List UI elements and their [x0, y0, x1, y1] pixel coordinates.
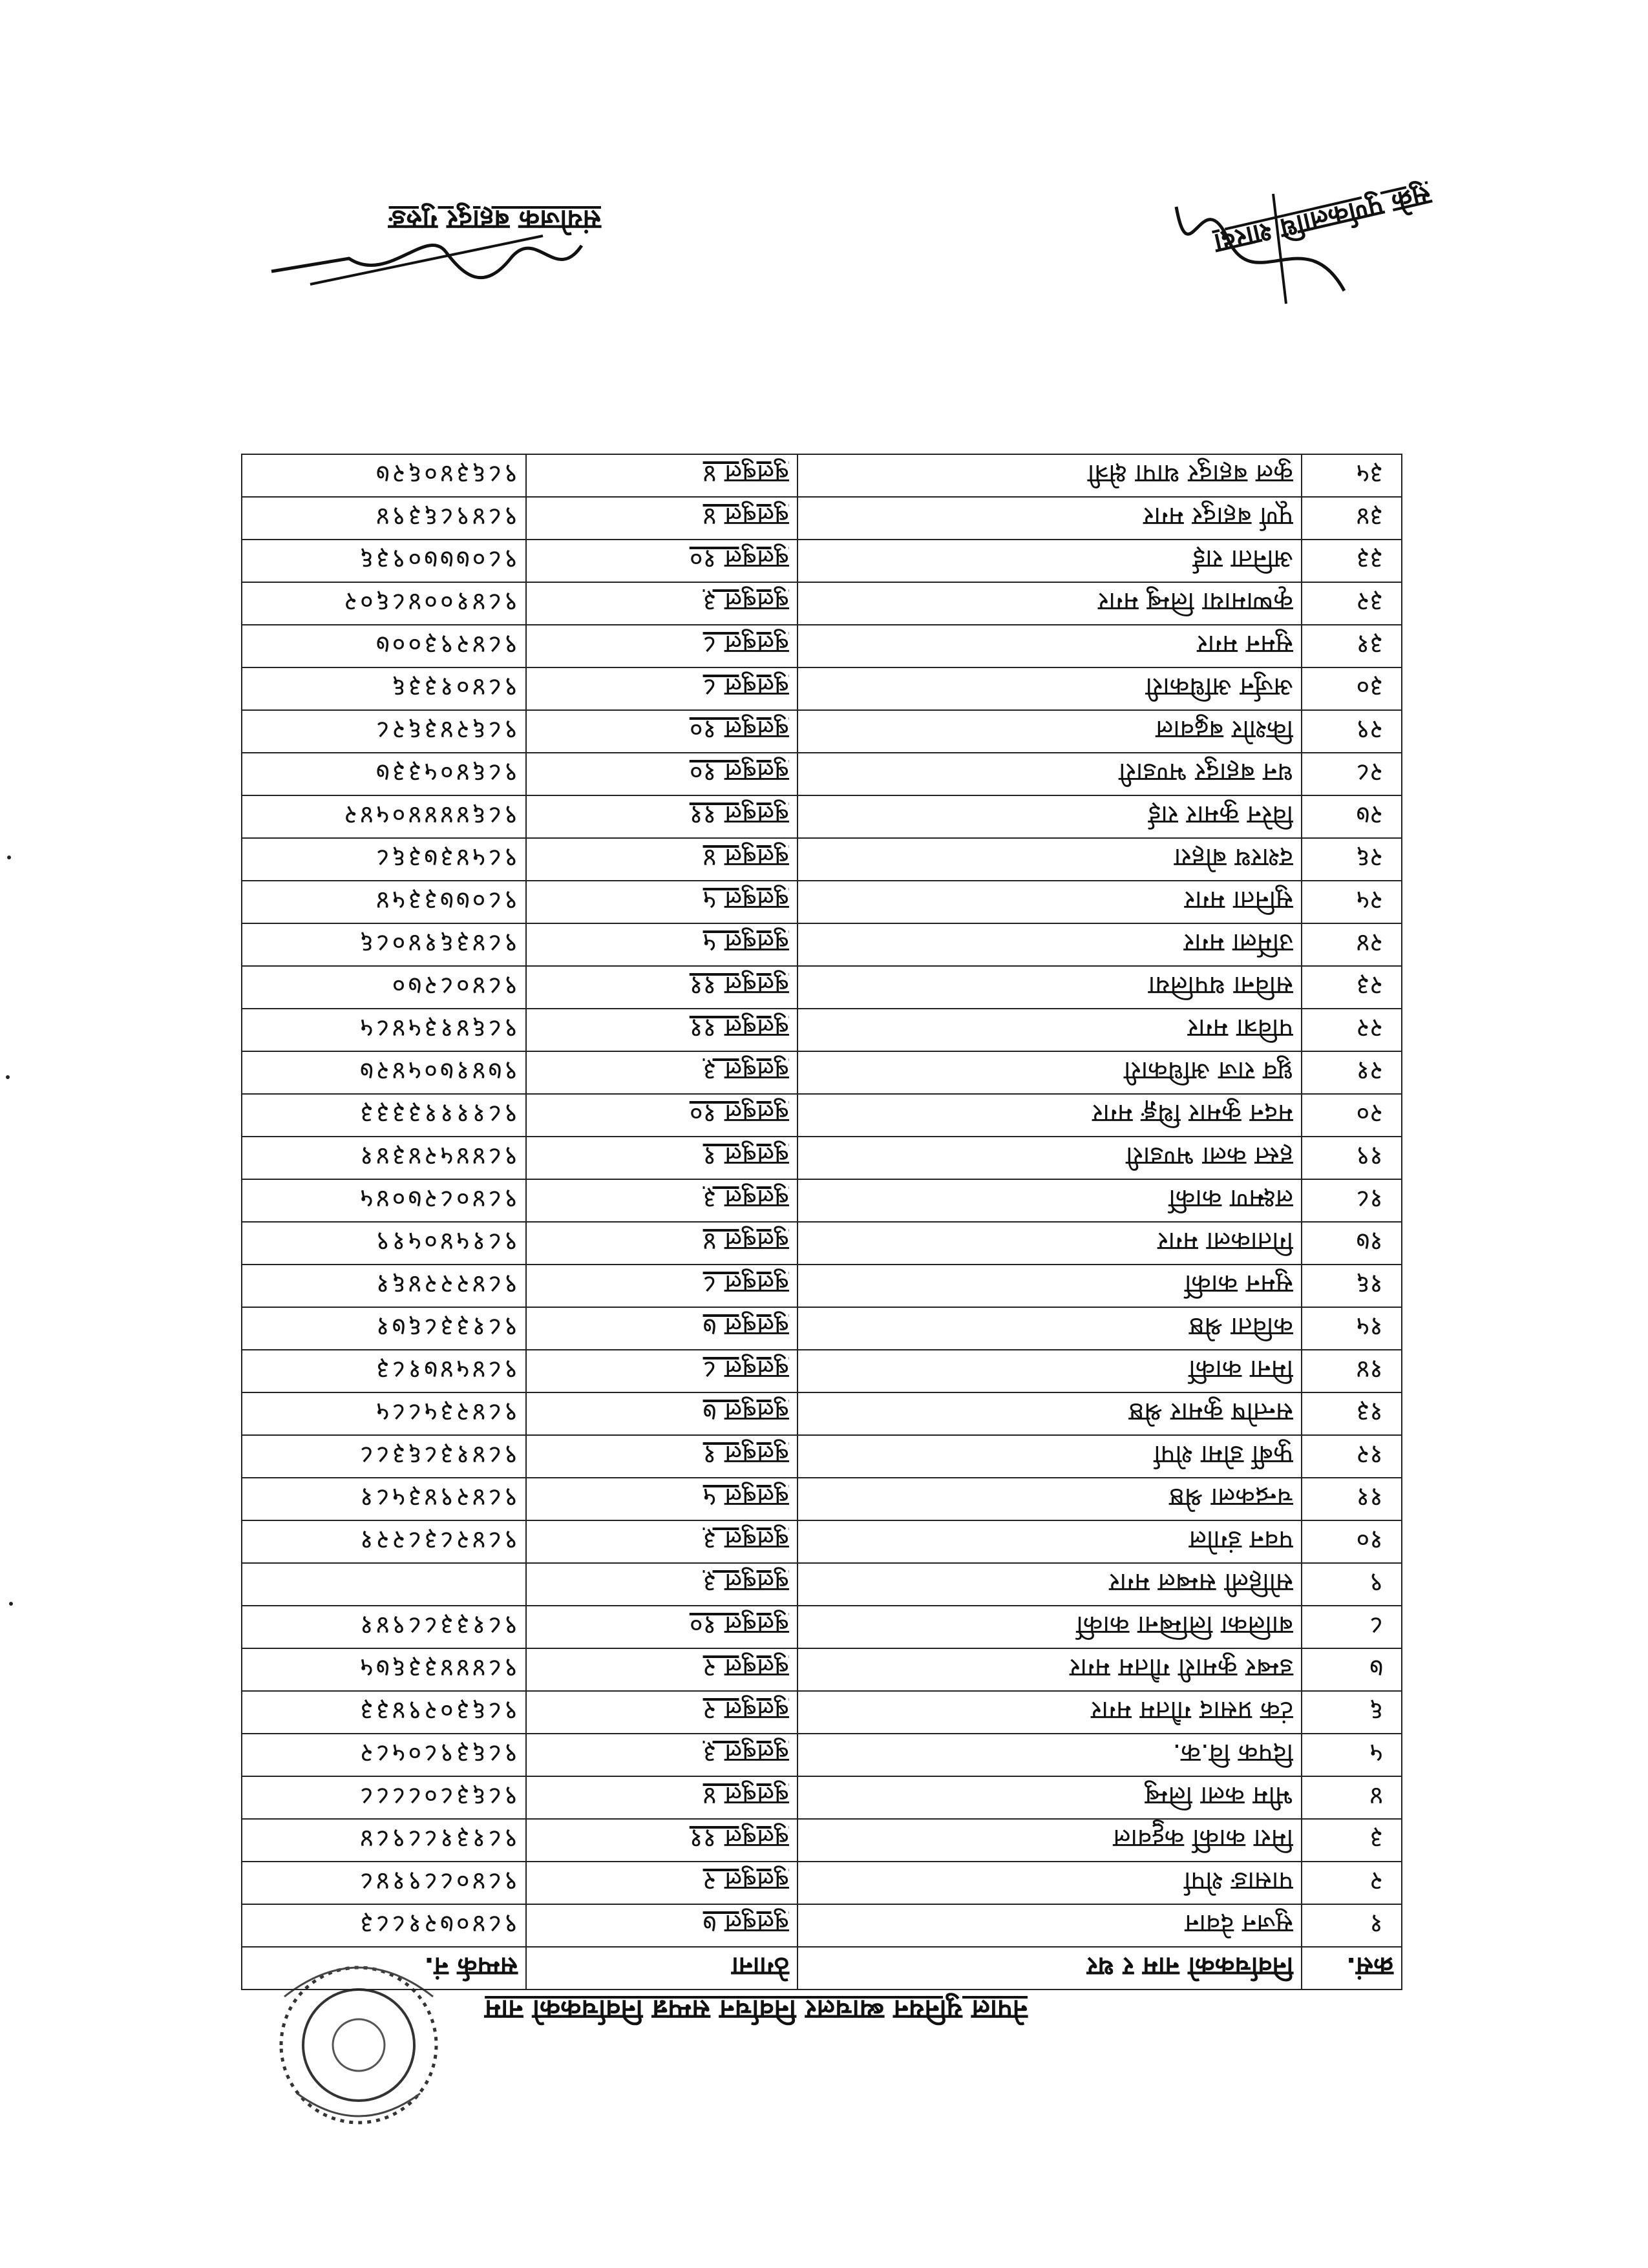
- address-text: बुलबुल ३: [703, 1568, 789, 1598]
- name-cell: सुमन कार्की: [798, 1265, 1302, 1307]
- name-cell: विरेन कुमार राई: [798, 795, 1302, 838]
- address-text: बुलबुल १०: [689, 1610, 789, 1641]
- table-row: [242, 1904, 1402, 1947]
- header-name: निर्वाचकको नाम र थर: [798, 1947, 1302, 1990]
- address-text: बुलबुल ७: [703, 1397, 789, 1427]
- table-row: [242, 497, 1402, 540]
- address-cell: [526, 667, 798, 710]
- phone-cell: ९८११११३३३३: [242, 1094, 526, 1137]
- serial-cell: १४: [1302, 1350, 1402, 1392]
- name-cell: भीम कला लिम्बु: [798, 1776, 1302, 1819]
- address-cell: [526, 710, 798, 753]
- address-cell: [526, 625, 798, 667]
- voter-table: [241, 454, 1402, 1990]
- table-row: [242, 753, 1402, 795]
- address-text: बुलबुल ३: [703, 587, 789, 617]
- address-cell: [526, 1265, 798, 1307]
- phone-cell: ९८१३३८८९४१: [242, 1606, 526, 1648]
- address-cell: [526, 1179, 798, 1222]
- phone-cell: ९८६३८०८८८८: [242, 1776, 526, 1819]
- name-cell: मिना कार्की: [798, 1350, 1302, 1392]
- address-cell: [526, 1819, 798, 1862]
- table-row: [242, 540, 1402, 582]
- phone-cell: ९८६४४४४०५४२: [242, 795, 526, 838]
- serial-cell: २४: [1302, 923, 1402, 966]
- address-text: बुलबुल ११: [689, 1823, 789, 1854]
- table-row: [242, 1776, 1402, 1819]
- table-row: [242, 1051, 1402, 1094]
- phone-cell: ९८४०८२७०४५: [242, 1179, 526, 1222]
- name-cell: दशरथ बोहरा: [798, 838, 1302, 881]
- phone-cell: ९८४२८३८२२१: [242, 1520, 526, 1563]
- address-text: बुलबुल १०: [689, 1098, 789, 1129]
- serial-cell: ४: [1302, 1776, 1402, 1819]
- address-cell: [526, 1435, 798, 1478]
- address-cell: [526, 1563, 798, 1606]
- phone-cell: ९८४०७२१८८३: [242, 1904, 526, 1947]
- table-body: [242, 454, 1402, 1947]
- header-address: ठेगाना: [526, 1947, 798, 1990]
- address-cell: [526, 923, 798, 966]
- name-cell: कृष्णमाया लिम्बु मगर: [798, 582, 1302, 625]
- name-cell: पासाङ शेर्पा: [798, 1862, 1302, 1904]
- name-cell: कविता श्रेष्ठ: [798, 1307, 1302, 1350]
- phone-cell: ९८४५४७१८३: [242, 1350, 526, 1392]
- serial-cell: २: [1302, 1862, 1402, 1904]
- address-cell: [526, 966, 798, 1009]
- address-cell: [526, 1904, 798, 1947]
- table-row: [242, 667, 1402, 710]
- name-cell: पवन डंगोल: [798, 1520, 1302, 1563]
- serial-cell: १२: [1302, 1435, 1402, 1478]
- address-cell: [526, 753, 798, 795]
- name-cell: टंक प्रसाद गौतम मगर: [798, 1691, 1302, 1734]
- name-cell: किशोर बढुवाल: [798, 710, 1302, 753]
- address-cell: [526, 1051, 798, 1094]
- name-cell: सुजन देवान: [798, 1904, 1302, 1947]
- address-text: बुलबुल ३: [703, 1056, 789, 1086]
- phone-cell: ९८४२९४३५८१: [242, 1478, 526, 1520]
- table-row: [242, 1478, 1402, 1520]
- table-row: [242, 966, 1402, 1009]
- serial-cell: ३३: [1302, 540, 1402, 582]
- serial-cell: ५: [1302, 1734, 1402, 1776]
- phone-cell: ९८५४३७३६८: [242, 838, 526, 881]
- serial-cell: ३: [1302, 1819, 1402, 1862]
- table-row: [242, 838, 1402, 881]
- serial-cell: ६: [1302, 1691, 1402, 1734]
- phone-cell: ९८४२२२४६१: [242, 1265, 526, 1307]
- name-cell: डम्बर कुमारी गौतम मगर: [798, 1648, 1302, 1691]
- address-text: बुलबुल ३: [703, 1184, 789, 1214]
- serial-cell: २०: [1302, 1094, 1402, 1137]
- address-text: बुलबुल २: [703, 1653, 789, 1683]
- address-text: बुलबुल ४: [703, 1781, 789, 1811]
- address-cell: [526, 1094, 798, 1137]
- phone-cell: ९८६४१३५४८५: [242, 1009, 526, 1051]
- address-text: बुलबुल १०: [689, 715, 789, 745]
- serial-cell: २५: [1302, 881, 1402, 923]
- phone-cell: ९८६३४०६२७: [242, 454, 526, 497]
- phone-cell: ९७४१७०५४२७: [242, 1051, 526, 1094]
- address-text: बुलबुल २: [703, 1866, 789, 1896]
- serial-cell: १५: [1302, 1307, 1402, 1350]
- table-row: [242, 1862, 1402, 1904]
- table-row: [242, 1819, 1402, 1862]
- table-row: [242, 1435, 1402, 1478]
- name-cell: पवित्रा मगर: [798, 1009, 1302, 1051]
- table-row: [242, 1137, 1402, 1179]
- phone-cell: ९८४४४३३६७५: [242, 1648, 526, 1691]
- table-row: [242, 1691, 1402, 1734]
- address-cell: [526, 1648, 798, 1691]
- address-text: बुलबुल १०: [689, 757, 789, 788]
- address-text: बुलबुल १: [703, 1440, 789, 1470]
- address-text: बुलबुल ५: [703, 885, 789, 916]
- address-text: बुलबुल ३: [703, 1738, 789, 1769]
- signatory-left: सुक्रे पुर्णकलाधि शारदा: [1211, 179, 1434, 260]
- phone-cell: ९८६३०२९४३३: [242, 1691, 526, 1734]
- name-cell: पूर्ण बहादुर मगर: [798, 497, 1302, 540]
- signatory-right: संयोजक बहादुर गुरुङ: [388, 204, 601, 236]
- phone-cell: ९८४०८२७०: [242, 966, 526, 1009]
- name-cell: ध्रुव राज अधिकारी: [798, 1051, 1302, 1094]
- address-text: बुलबुल ११: [689, 800, 789, 830]
- address-text: बुलबुल ८: [703, 629, 789, 660]
- address-cell: [526, 1307, 798, 1350]
- name-cell: लक्ष्मण कार्की: [798, 1179, 1302, 1222]
- address-cell: [526, 1606, 798, 1648]
- serial-cell: २१: [1302, 1051, 1402, 1094]
- name-cell: सुनिता मगर: [798, 881, 1302, 923]
- address-cell: [526, 1222, 798, 1265]
- scan-speck: [6, 1075, 10, 1079]
- address-text: बुलबुल ८: [703, 672, 789, 702]
- address-text: बुलबुल ३: [703, 1525, 789, 1555]
- phone-cell: ९८४२३५८८५: [242, 1392, 526, 1435]
- phone-cell: ९८६२४३६२८: [242, 710, 526, 753]
- address-cell: [526, 1350, 798, 1392]
- address-cell: [526, 497, 798, 540]
- address-text: बुलबुल ११: [689, 1013, 789, 1044]
- serial-cell: २२: [1302, 1009, 1402, 1051]
- name-cell: मदन कुमार थिङ्ग मगर: [798, 1094, 1302, 1137]
- name-cell: सुमन मगर: [798, 625, 1302, 667]
- table-row: [242, 710, 1402, 753]
- table-row: [242, 454, 1402, 497]
- name-cell: फुर्बी डोमा शेर्पा: [798, 1435, 1302, 1478]
- serial-cell: ३०: [1302, 667, 1402, 710]
- table-row: [242, 881, 1402, 923]
- table-row: [242, 1265, 1402, 1307]
- address-cell: [526, 1520, 798, 1563]
- serial-cell: १६: [1302, 1265, 1402, 1307]
- address-text: बुलबुल ४: [703, 501, 789, 532]
- scan-speck: [9, 1602, 13, 1606]
- address-text: बुलबुल ८: [703, 1269, 789, 1299]
- name-cell: कुल बहादुर थापा क्षेत्री: [798, 454, 1302, 497]
- address-cell: [526, 795, 798, 838]
- address-text: बुलबुल ४: [703, 843, 789, 873]
- table-row: [242, 1648, 1402, 1691]
- serial-cell: १३: [1302, 1392, 1402, 1435]
- serial-cell: ३१: [1302, 625, 1402, 667]
- phone-cell: ९८०७७३३५४: [242, 881, 526, 923]
- name-cell: हस्त कला भण्डारी: [798, 1137, 1302, 1179]
- phone-cell: ९८४४५२४३४१: [242, 1137, 526, 1179]
- serial-cell: ३५: [1302, 454, 1402, 497]
- name-cell: सन्तोष कुमार श्रेष्ठ: [798, 1392, 1302, 1435]
- table-row: [242, 1563, 1402, 1606]
- address-text: बुलबुल ७: [703, 1909, 789, 1939]
- phone-cell: ९८४१००४८६०२: [242, 582, 526, 625]
- phone-cell: ९८६४०५३३७: [242, 753, 526, 795]
- header-serial: क्रसं.: [1302, 1947, 1402, 1990]
- serial-cell: ११: [1302, 1478, 1402, 1520]
- name-cell: उर्मिला मगर: [798, 923, 1302, 966]
- table-row: [242, 1094, 1402, 1137]
- serial-cell: ३४: [1302, 497, 1402, 540]
- serial-cell: ८: [1302, 1606, 1402, 1648]
- name-cell: चन्द्रकला श्रेष्ठ: [798, 1478, 1302, 1520]
- phone-cell: ९८४२९३००७: [242, 625, 526, 667]
- phone-cell: ९८४९८६३९४: [242, 497, 526, 540]
- address-cell: [526, 1862, 798, 1904]
- name-cell: अर्जुन अधिकारी: [798, 667, 1302, 710]
- address-text: बुलबुल २: [703, 1696, 789, 1726]
- phone-cell: ९८१३३८६७१: [242, 1307, 526, 1350]
- table-header-row: [242, 1947, 1402, 1990]
- address-cell: [526, 1009, 798, 1051]
- table-row: [242, 923, 1402, 966]
- document-title: नेपाल युनियन ब्याचलर निर्वाचन सम्पन्न निर्वाचकको नाम: [485, 1994, 1028, 2026]
- serial-cell: २३: [1302, 966, 1402, 1009]
- table-row: [242, 1734, 1402, 1776]
- name-cell: गिताकला मगर: [798, 1222, 1302, 1265]
- scan-speck: [7, 856, 11, 859]
- phone-cell: ९८४१३८६३८८: [242, 1435, 526, 1478]
- table-row: [242, 1307, 1402, 1350]
- address-cell: [526, 1478, 798, 1520]
- address-cell: [526, 1137, 798, 1179]
- serial-cell: १०: [1302, 1520, 1402, 1563]
- address-text: बुलबुल ८: [703, 1354, 789, 1385]
- table-row: [242, 1392, 1402, 1435]
- name-cell: अनिता राई: [798, 540, 1302, 582]
- name-cell: सविना थपलिया: [798, 966, 1302, 1009]
- address-cell: [526, 1776, 798, 1819]
- table-row: [242, 795, 1402, 838]
- address-cell: [526, 1691, 798, 1734]
- serial-cell: २६: [1302, 838, 1402, 881]
- phone-cell: ९८०७७७०९३६: [242, 540, 526, 582]
- address-text: बुलबुल ५: [703, 928, 789, 958]
- serial-cell: १७: [1302, 1222, 1402, 1265]
- name-cell: दिपक वि.क.: [798, 1734, 1302, 1776]
- phone-cell: ९८४३६१४०८६: [242, 923, 526, 966]
- serial-cell: ३२: [1302, 582, 1402, 625]
- serial-cell: २९: [1302, 710, 1402, 753]
- serial-cell: १: [1302, 1904, 1402, 1947]
- address-cell: [526, 1734, 798, 1776]
- table-row: [242, 1222, 1402, 1265]
- name-cell: सोहिली सम्बल मगर: [798, 1563, 1302, 1606]
- serial-cell: ९: [1302, 1563, 1402, 1606]
- table-row: [242, 1520, 1402, 1563]
- serial-cell: ७: [1302, 1648, 1402, 1691]
- address-text: बुलबुल ७: [703, 1312, 789, 1342]
- address-cell: [526, 1392, 798, 1435]
- table-row: [242, 582, 1402, 625]
- address-text: बुलबुल १: [703, 1141, 789, 1171]
- address-cell: [526, 881, 798, 923]
- table-row: [242, 625, 1402, 667]
- serial-cell: २७: [1302, 795, 1402, 838]
- address-cell: [526, 454, 798, 497]
- phone-cell: ९८१३१८८९८४: [242, 1819, 526, 1862]
- table-row: [242, 1009, 1402, 1051]
- address-text: बुलबुल ११: [689, 971, 789, 1001]
- phone-cell: ९८६३९८०५८२: [242, 1734, 526, 1776]
- phone-cell: ९८४०१३३६: [242, 667, 526, 710]
- phone-cell: ९८१५४०५१९: [242, 1222, 526, 1265]
- header-phone: सम्पर्क नं.: [242, 1947, 526, 1990]
- name-cell: धन बहादुर भण्डारी: [798, 753, 1302, 795]
- address-cell: [526, 582, 798, 625]
- serial-cell: १९: [1302, 1137, 1402, 1179]
- address-text: बुलबुल ५: [703, 1482, 789, 1513]
- table-row: [242, 1179, 1402, 1222]
- serial-cell: १८: [1302, 1179, 1402, 1222]
- table-row: [242, 1350, 1402, 1392]
- serial-cell: २८: [1302, 753, 1402, 795]
- name-cell: मिरा कार्की कट्टुवाल: [798, 1819, 1302, 1862]
- address-text: बुलबुल १०: [689, 544, 789, 574]
- address-text: बुलबुल ४: [703, 459, 789, 489]
- address-text: बुलबुल ४: [703, 1226, 789, 1257]
- name-cell: बालिका लिम्बिना कार्की: [798, 1606, 1302, 1648]
- phone-cell: [242, 1563, 526, 1606]
- address-cell: [526, 838, 798, 881]
- address-cell: [526, 540, 798, 582]
- phone-cell: ९८४०८८९१४८: [242, 1862, 526, 1904]
- table-row: [242, 1606, 1402, 1648]
